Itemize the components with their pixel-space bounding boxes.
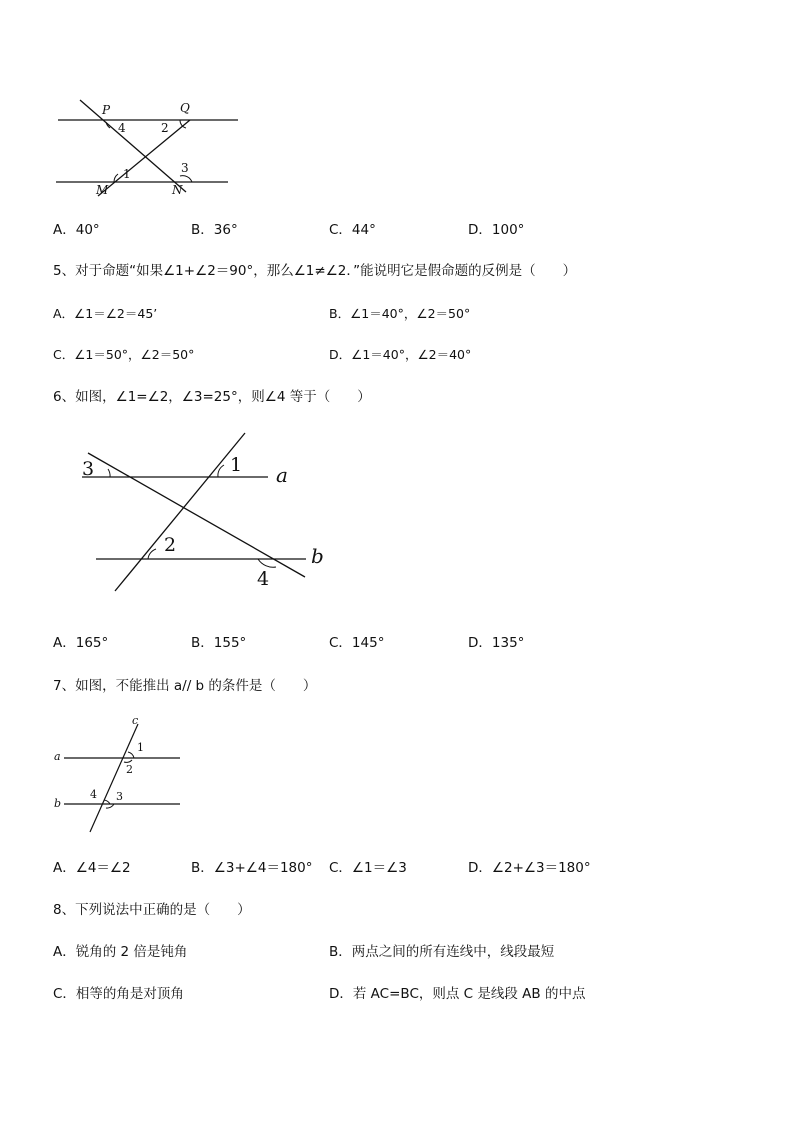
q6-option-d[interactable]: D．135° [468,635,525,651]
angle-1: 1 [123,167,131,181]
label-a: a [276,463,288,487]
q5-option-a[interactable]: A．∠1＝∠2＝45’ [53,306,158,321]
q5-stem: 5、对于命题“如果∠1+∠2＝90°，那么∠1≠∠2．”能说明它是假命题的反例是（ ） [53,263,577,279]
angle-2: 2 [126,763,133,776]
figure-q4 [40,92,250,207]
q7-option-d[interactable]: D．∠2+∠3＝180° [468,860,591,876]
q5-option-c[interactable]: C．∠1＝50°，∠2＝50° [53,347,195,362]
label-b: b [311,544,324,568]
q8-option-c[interactable]: C．相等的角是对顶角 [53,986,184,1002]
q5-option-d[interactable]: D．∠1＝40°，∠2＝40° [329,347,472,362]
angle-3: 3 [181,161,189,175]
angle-1: 1 [230,454,243,476]
q8-option-a[interactable]: A．锐角的 2 倍是钝角 [53,944,188,960]
q7-option-c[interactable]: C．∠1＝∠3 [329,860,407,876]
label-p: P [102,103,111,117]
q7-option-a[interactable]: A．∠4＝∠2 [53,860,131,876]
angle-2: 2 [161,121,169,135]
q7-stem: 7、如图，不能推出 a// b 的条件是（ ） [53,678,317,694]
label-q: Q [180,101,190,115]
label-n: N [172,183,183,197]
q4-option-b[interactable]: B．36° [191,222,238,238]
label-m: M [96,183,109,197]
angle-4: 4 [118,121,126,135]
angle-3: 3 [116,790,123,803]
q5-option-b[interactable]: B．∠1＝40°，∠2＝50° [329,306,471,321]
angle-4: 4 [90,788,97,801]
angle-3: 3 [82,458,95,480]
q4-option-c[interactable]: C．44° [329,222,376,238]
q6-stem: 6、如图，∠1=∠2，∠3=25°，则∠4 等于（ ） [53,389,371,405]
q6-option-a[interactable]: A．165° [53,635,109,651]
figure-q6 [60,425,340,605]
angle-4: 4 [257,568,270,590]
label-c: c [132,714,139,727]
q6-option-c[interactable]: C．145° [329,635,385,651]
q4-option-d[interactable]: D．100° [468,222,525,238]
q8-option-d[interactable]: D．若 AC=BC，则点 C 是线段 AB 的中点 [329,986,586,1002]
angle-1: 1 [137,741,144,754]
q7-option-b[interactable]: B．∠3+∠4＝180° [191,860,313,876]
label-a: a [54,750,61,763]
q6-option-b[interactable]: B．155° [191,635,247,651]
q8-stem: 8、下列说法中正确的是（ ） [53,902,251,918]
angle-2: 2 [164,534,177,556]
label-b: b [54,797,62,810]
q8-option-b[interactable]: B．两点之间的所有连线中，线段最短 [329,944,555,960]
figure-q7 [48,712,188,837]
q4-option-a[interactable]: A．40° [53,222,100,238]
